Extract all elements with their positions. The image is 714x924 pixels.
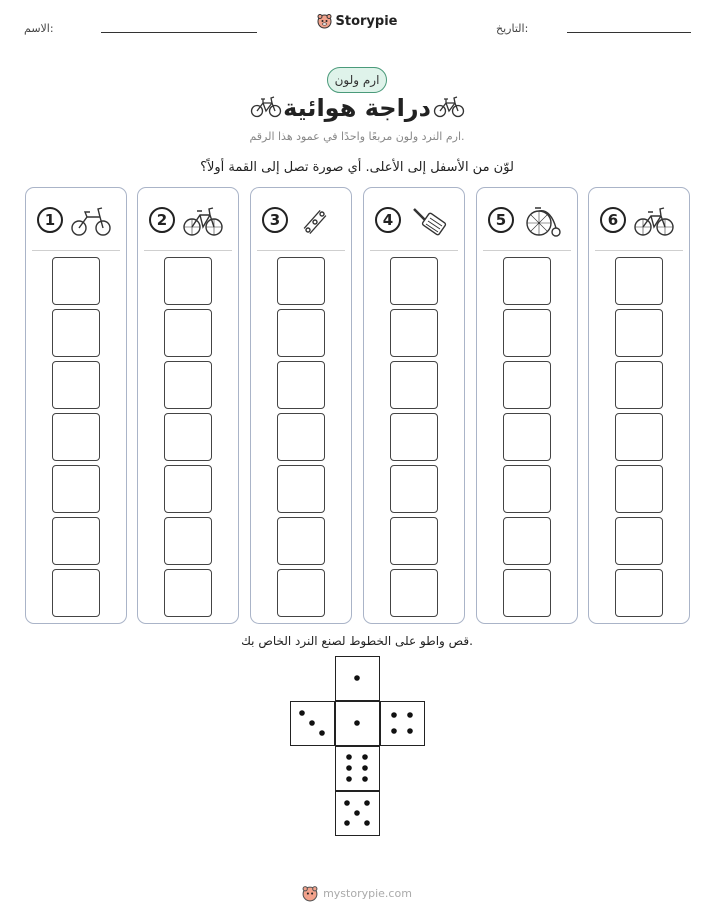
color-box[interactable] — [164, 517, 212, 565]
color-box[interactable] — [615, 309, 663, 357]
color-box[interactable] — [164, 309, 212, 357]
column-header — [477, 188, 577, 250]
footer-url[interactable]: mystorypie.com — [323, 887, 412, 900]
color-box[interactable] — [615, 257, 663, 305]
color-box[interactable] — [615, 465, 663, 513]
roll-column-1 — [25, 187, 127, 624]
roll-column-3 — [250, 187, 352, 624]
date-label: التاريخ: — [496, 22, 529, 35]
color-box[interactable] — [277, 257, 325, 305]
column-number: 4 — [375, 207, 401, 233]
subtitle: ارم النرد ولون مربعًا واحدًا في عمود هذا الرقم. — [249, 130, 465, 143]
color-box[interactable] — [52, 257, 100, 305]
die-pips — [381, 702, 423, 744]
column-number: 3 — [262, 207, 288, 233]
color-box[interactable] — [390, 309, 438, 357]
color-box[interactable] — [52, 569, 100, 617]
color-box[interactable] — [503, 309, 551, 357]
color-box[interactable] — [277, 309, 325, 357]
color-box[interactable] — [52, 413, 100, 461]
color-box[interactable] — [52, 361, 100, 409]
mascot-icon — [302, 885, 318, 902]
die-face — [335, 701, 380, 746]
bike-pedal-icon — [408, 203, 450, 239]
balance-bike-icon — [70, 203, 112, 239]
color-box[interactable] — [390, 465, 438, 513]
die-face — [335, 746, 380, 791]
page-title: دراجة هوائية — [283, 94, 431, 122]
color-box[interactable] — [277, 413, 325, 461]
date-field[interactable] — [567, 32, 691, 33]
column-header — [251, 188, 351, 250]
color-box[interactable] — [503, 569, 551, 617]
roll-column-5 — [476, 187, 578, 624]
roll-column-2 — [137, 187, 239, 624]
bike-chain-icon — [295, 203, 337, 239]
roll-column-6 — [588, 187, 690, 624]
color-box[interactable] — [164, 361, 212, 409]
bicycle-icon — [433, 94, 465, 118]
column-divider — [144, 250, 232, 251]
die-pips — [336, 657, 378, 699]
footer — [0, 885, 714, 902]
cut-instruction: قص واطو على الخطوط لصنع النرد الخاص بك. — [241, 634, 473, 648]
color-box[interactable] — [52, 465, 100, 513]
die-face — [380, 701, 425, 746]
mascot-icon — [317, 13, 332, 29]
column-divider — [32, 250, 120, 251]
activity-badge: ارم ولون — [327, 67, 387, 93]
die-pips — [336, 792, 378, 834]
color-box[interactable] — [164, 465, 212, 513]
penny-farthing-icon — [521, 203, 563, 239]
column-header — [138, 188, 238, 250]
die-pips — [336, 702, 378, 744]
die-face — [335, 791, 380, 836]
die-face — [335, 656, 380, 701]
bicycle-icon — [182, 203, 224, 239]
kids-bike-icon — [633, 203, 675, 239]
column-divider — [483, 250, 571, 251]
roll-column-4 — [363, 187, 465, 624]
die-pips — [336, 747, 378, 789]
column-number: 6 — [600, 207, 626, 233]
name-label: الاسم: — [24, 22, 54, 35]
color-box[interactable] — [277, 517, 325, 565]
column-divider — [595, 250, 683, 251]
color-box[interactable] — [277, 361, 325, 409]
color-box[interactable] — [503, 413, 551, 461]
column-divider — [257, 250, 345, 251]
column-divider — [370, 250, 458, 251]
color-box[interactable] — [503, 465, 551, 513]
die-pips — [291, 702, 333, 744]
color-box[interactable] — [503, 361, 551, 409]
color-box[interactable] — [164, 257, 212, 305]
color-box[interactable] — [390, 517, 438, 565]
color-box[interactable] — [390, 569, 438, 617]
color-box[interactable] — [52, 517, 100, 565]
name-field[interactable] — [101, 32, 257, 33]
color-box[interactable] — [164, 569, 212, 617]
die-face — [290, 701, 335, 746]
column-number: 5 — [488, 207, 514, 233]
color-box[interactable] — [390, 257, 438, 305]
color-box[interactable] — [390, 361, 438, 409]
color-box[interactable] — [503, 517, 551, 565]
color-box[interactable] — [390, 413, 438, 461]
color-box[interactable] — [164, 413, 212, 461]
color-box[interactable] — [615, 361, 663, 409]
column-number: 1 — [37, 207, 63, 233]
color-box[interactable] — [615, 413, 663, 461]
color-box[interactable] — [52, 309, 100, 357]
column-header — [364, 188, 464, 250]
color-box[interactable] — [615, 569, 663, 617]
color-box[interactable] — [503, 257, 551, 305]
brand-name: Storypie — [335, 13, 398, 29]
column-header — [589, 188, 689, 250]
color-box[interactable] — [277, 569, 325, 617]
column-number: 2 — [149, 207, 175, 233]
column-header — [26, 188, 126, 250]
color-box[interactable] — [615, 517, 663, 565]
brand-logo — [0, 13, 714, 29]
color-box[interactable] — [277, 465, 325, 513]
instruction: لوّن من الأسفل إلى الأعلى. أي صورة تصل إلى القمة أولاً؟ — [200, 160, 514, 175]
